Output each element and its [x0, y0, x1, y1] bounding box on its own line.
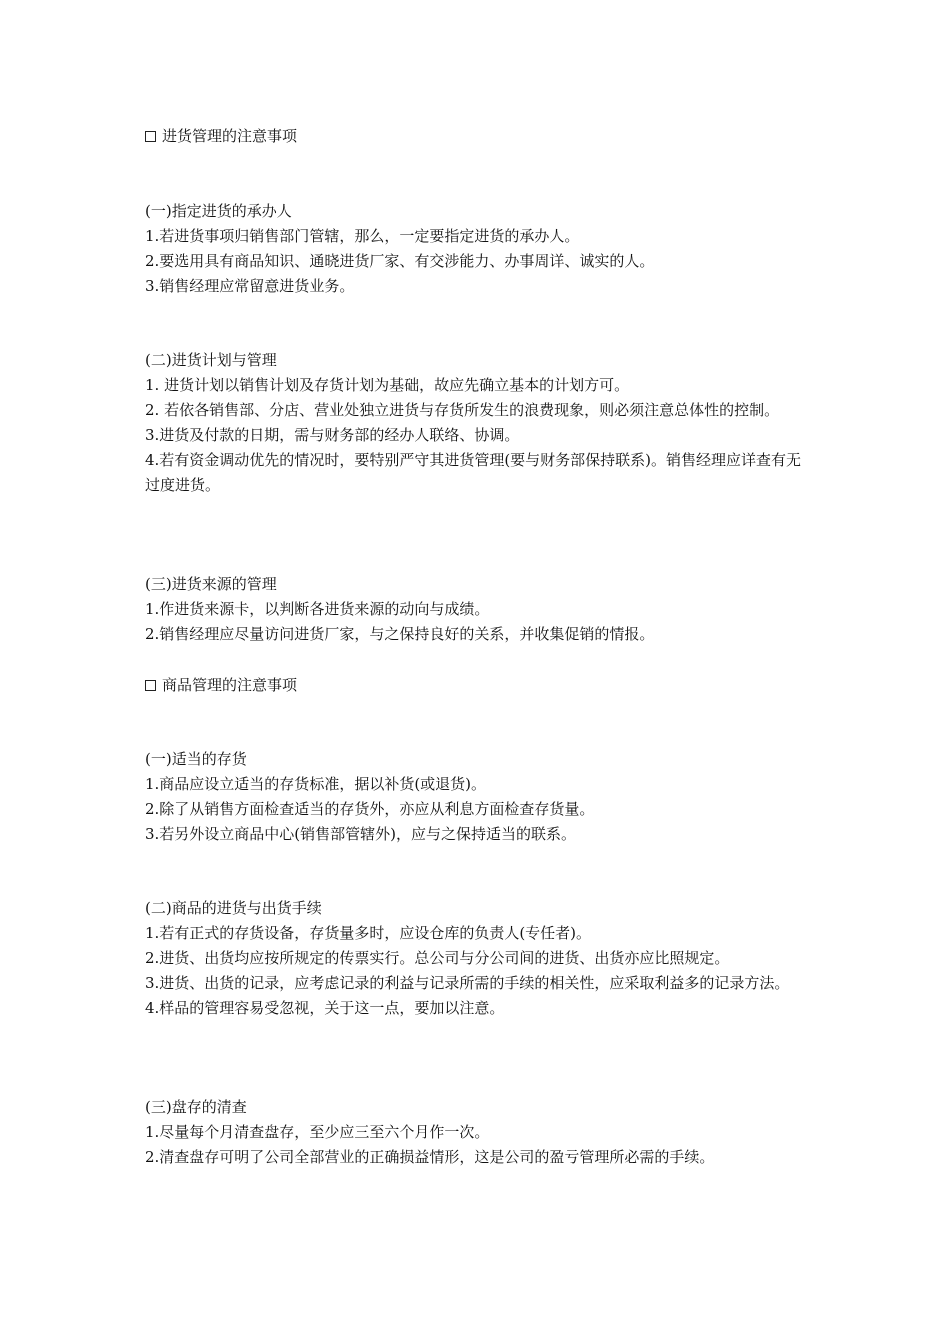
subsection-stocktaking [145, 1095, 813, 1170]
list-item: 2.销售经理应尽量访问进货厂家，与之保持良好的关系，并收集促销的情报。 [145, 625, 655, 643]
section-title-text: 商品管理的注意事项 [162, 676, 298, 694]
list-item: 2.要选用具有商品知识、通晓进货厂家、有交涉能力、办事周详、诚实的人。 [145, 252, 655, 270]
subsection-heading: (一)适当的存货 [145, 750, 247, 768]
checkbox-square-icon [145, 680, 156, 691]
subsection-heading: (二)进货计划与管理 [145, 351, 277, 369]
subsection-designate-handler [145, 199, 813, 299]
list-item: 3.进货、出货的记录，应考虑记录的利益与记录所需的手续的相关性，应采取利益多的记录方法。 [145, 974, 790, 992]
list-item: 1. 进货计划以销售计划及存货计划为基础，故应先确立基本的计划方可。 [145, 376, 630, 394]
subsection-purchase-plan [145, 348, 813, 498]
subsection-heading: (三)进货来源的管理 [145, 575, 277, 593]
subsection-inbound-outbound [145, 896, 813, 1021]
list-item: 4.若有资金调动优先的情况时，要特别严守其进货管理(要与财务部保持联系)。销售经理应详查有无过度进货。 [145, 451, 802, 494]
section-title-text: 进货管理的注意事项 [162, 127, 298, 145]
list-item: 1.作进货来源卡，以判断各进货来源的动向与成绩。 [145, 600, 490, 618]
list-item: 3.进货及付款的日期，需与财务部的经办人联络、协调。 [145, 426, 520, 444]
checkbox-square-icon [145, 131, 156, 142]
list-item: 1.若有正式的存货设备，存货量多时，应设仓库的负责人(专任者)。 [145, 924, 592, 942]
section-title-merchandise [145, 673, 813, 698]
list-item: 1.尽量每个月清查盘存，至少应三至六个月作一次。 [145, 1123, 490, 1141]
list-item: 2.清查盘存可明了公司全部营业的正确损益情形，这是公司的盈亏管理所必需的手续。 [145, 1148, 715, 1166]
list-item: 1.若进货事项归销售部门管辖，那么，一定要指定进货的承办人。 [145, 227, 580, 245]
subsection-heading: (一)指定进货的承办人 [145, 202, 292, 220]
list-item: 1.商品应设立适当的存货标准，据以补货(或退货)。 [145, 775, 487, 793]
section-title-purchasing [145, 124, 813, 149]
list-item: 2. 若依各销售部、分店、营业处独立进货与存货所发生的浪费现象，则必须注意总体性的控制。 [145, 401, 780, 419]
list-item: 3.销售经理应常留意进货业务。 [145, 277, 355, 295]
list-item: 4.样品的管理容易受忽视，关于这一点，要加以注意。 [145, 999, 505, 1017]
subsection-heading: (二)商品的进货与出货手续 [145, 899, 322, 917]
subsection-proper-inventory [145, 747, 813, 847]
list-item: 2.进货、出货均应按所规定的传票实行。总公司与分公司间的进货、出货亦应比照规定。 [145, 949, 730, 967]
subsection-heading: (三)盘存的清查 [145, 1098, 247, 1116]
list-item: 3.若另外设立商品中心(销售部管辖外)，应与之保持适当的联系。 [145, 825, 577, 843]
list-item: 2.除了从销售方面检查适当的存货外，亦应从利息方面检查存货量。 [145, 800, 595, 818]
subsection-supplier-management [145, 572, 813, 647]
